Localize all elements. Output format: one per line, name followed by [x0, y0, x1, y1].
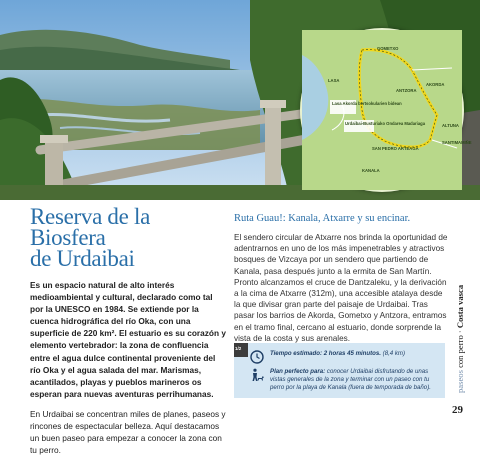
plan-label: Plan perfecto para: [270, 368, 326, 375]
side-label-mid: con perro · [455, 328, 465, 371]
time-row [250, 350, 438, 364]
map-label-gometxo: GOMETXO [377, 46, 399, 51]
info-badge [234, 343, 248, 357]
time-label: Tiempo estimado: 2 horas 45 minutos. [270, 350, 381, 357]
plan-description: conocer Urdaibai disfrutando de unas vistas generales de la zona y terminar con un paseo con tu perro por la playa de Kanala (fuera de temporada de baño). [270, 368, 431, 392]
map-label-altuna: ALTUNA [442, 123, 459, 128]
map-label-arteaga: SAN PEDRO ARTEAGA [372, 146, 419, 151]
time-text [270, 350, 438, 358]
article-intro: Es un espacio natural de alto interés medioambiental y cultural, declarado como tal por la UNESCO en 1984. Se extiende por la cuenca hidrográfica del río Oka, con una superficie de 220 km². El estuario es su corazón y elemento vertebrador: la zona de confluencia entre el agua dulce continental proveniente del río Oka y el agua salada del mar. Marismas, acantilados, playas y pueblos marineros os esperan para nuevas aventuras perrihumanas. [30, 280, 226, 399]
article-title [30, 206, 228, 269]
route-info-box [234, 343, 445, 398]
page-number: 29 [452, 404, 463, 416]
map-label-urdaibai: Urdaibai-Busturiako Ondarea Madariaga [345, 121, 426, 126]
plan-row [250, 368, 438, 392]
route-map-illustration [302, 30, 462, 190]
article-title-line1: Reserva de la Biosfera [30, 204, 150, 250]
plan-text [270, 368, 438, 392]
time-extra: (8,4 km) [380, 350, 406, 357]
route-title: Ruta Guau!: Kanala, Atxarre y su encinar. [234, 213, 411, 224]
side-label-light: paseos [455, 370, 465, 393]
article-title-line2: de Urdaibai [30, 246, 135, 271]
map-label-lasa: LASA [328, 78, 340, 83]
section-side-label [455, 263, 465, 393]
landscape-photo [0, 0, 480, 200]
map-label-akorda: AKORDA [426, 82, 445, 87]
route-map [300, 28, 472, 192]
map-label-lasa-source: Lasa Akorda bertsokularien bidean [332, 101, 402, 106]
route-section [234, 213, 449, 344]
clock-icon [250, 350, 264, 364]
info-badge-text: 1/2 [235, 346, 242, 351]
map-label-antzora: ANTZORA [396, 88, 417, 93]
article-left-column [30, 206, 228, 456]
person-with-dog-icon [250, 368, 264, 382]
route-description: El sendero circular de Atxarre nos brinda la oportunidad de adentrarnos en uno de los más impenetrables y atractivos bosques de Vizcaya por un sendero que partiendo de Kanala, pasa después junto a la ermita de San Martín. Pronto alcanzamos el cruce de Dantzaleku, y la derivación a la cima de Atxarre (312m), una accesible atalaya desde la que divisar gran parte del paisaje de Urdaibai. Tras pasar los barrios de Akorda, Gometxo y Antzora, entramos en el tramo final, cercano al estuario, donde sorprende la vista de la costa y sus arenales. [234, 233, 448, 343]
map-label-santimamine: SANTIMAMIÑE [442, 140, 472, 145]
map-label-kanala: KANALA [362, 168, 380, 173]
article-body: En Urdaibai se concentran miles de planes, paseos y rincones de espectacular belleza. Aquí destacamos un buen paseo para empezar a conocer la zona con tu perro. [30, 408, 226, 456]
side-label-bold: Costa vasca [455, 284, 465, 329]
